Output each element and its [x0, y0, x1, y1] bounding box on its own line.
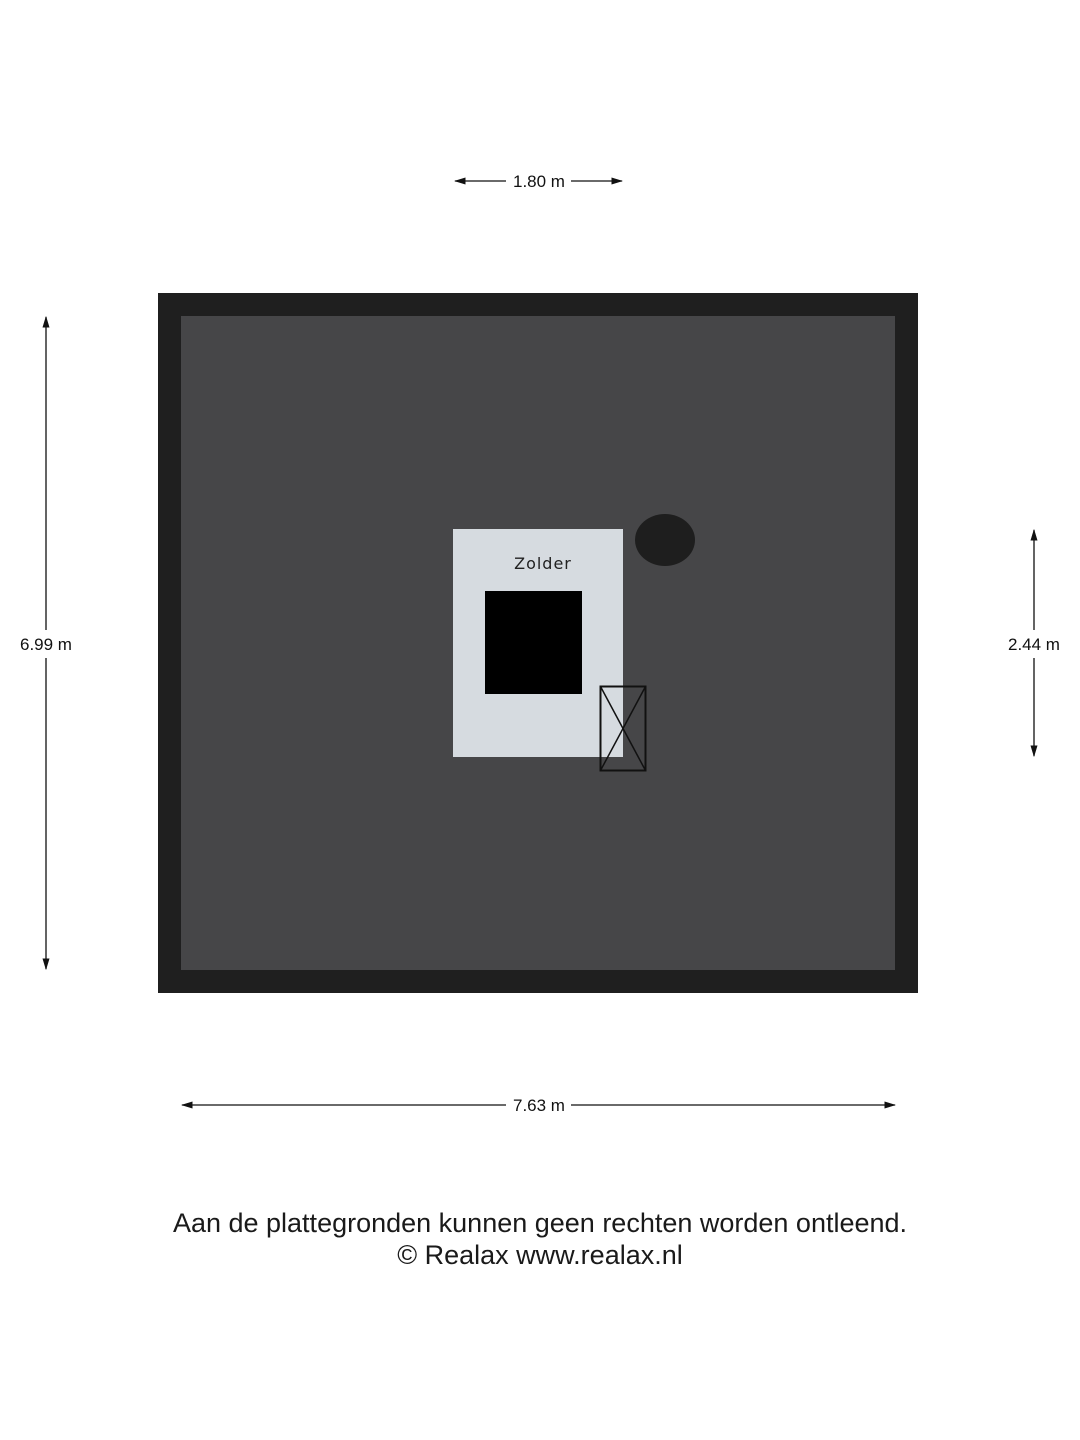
room-label-zolder: Zolder	[514, 554, 572, 573]
dimension-right-label: 2.44 m	[1008, 635, 1060, 654]
dimension-bottom-label: 7.63 m	[513, 1096, 565, 1115]
dimension-top	[455, 172, 622, 191]
dimension-left-label: 6.99 m	[20, 635, 72, 654]
dimension-top-label: 1.80 m	[513, 172, 565, 191]
dimension-right	[1008, 530, 1060, 756]
floor-opening	[485, 591, 582, 694]
round-vent	[635, 514, 695, 566]
dimension-left	[20, 317, 72, 969]
disclaimer-text: Aan de plattegronden kunnen geen rechten worden ontleend.	[172, 1208, 908, 1238]
dimension-bottom	[182, 1096, 895, 1115]
copyright-text: © Realax www.realax.nl	[397, 1240, 683, 1270]
